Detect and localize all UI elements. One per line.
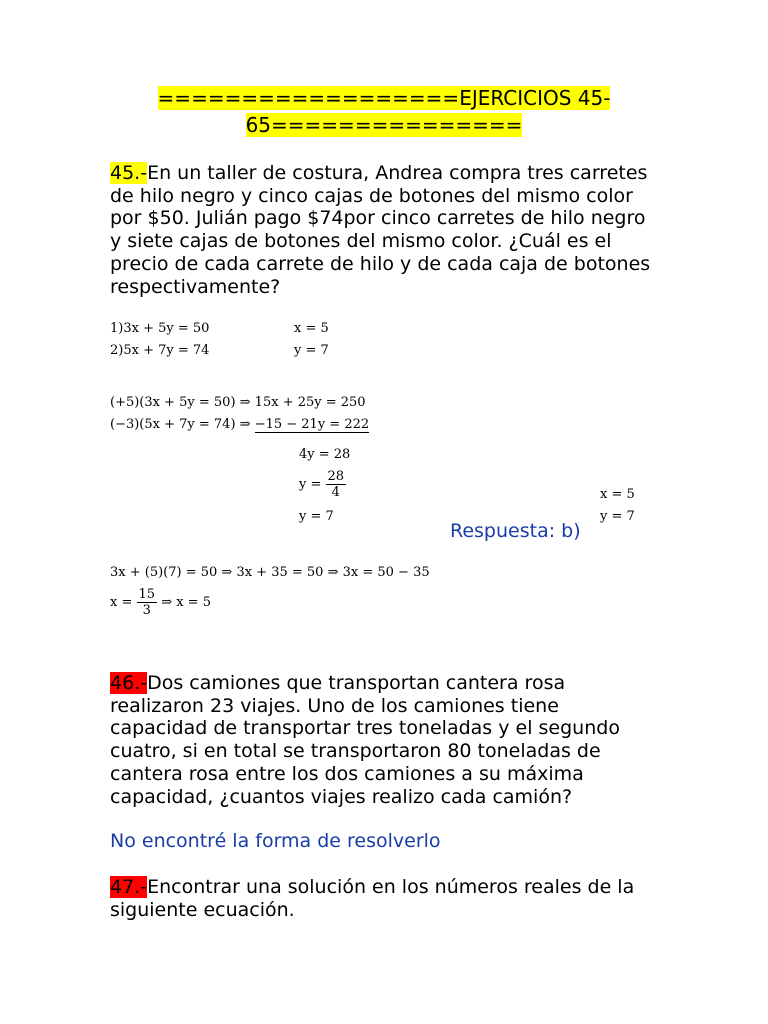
elimination-step-5: y = 7: [299, 509, 334, 524]
substitution-step-1: 3x + (5)(7) = 50 ⇒ 3x + 35 = 50 ⇒ 3x = 50 − 35: [110, 565, 430, 580]
fraction-15-over-3: [137, 587, 158, 618]
exercise-47-number: 47.-: [110, 876, 148, 898]
answer-label: Respuesta: b): [450, 520, 581, 542]
fraction-numerator: 15: [138, 587, 156, 602]
solution-y: y = 7: [294, 343, 329, 358]
sub-2-rhs: ⇒ x = 5: [161, 595, 211, 610]
exercise-47-statement: [110, 876, 658, 921]
exercise-45-number: 45.-: [110, 162, 148, 184]
elimination-step-2-right: −15 − 21y = 222: [254, 417, 370, 432]
exercise-46-text: Dos camiones que transportan cantera rosa realizaron 23 viajes. Uno de los camiones tiene capacidad de transportar tres toneladas y el segundo cuatro, si en total se transportaron 80 toneladas de cantera rosa entre los dos camiones a su máxima capacidad, ¿cuantos viajes realizo cada camión?: [110, 672, 620, 808]
fraction-28-over-4: [326, 469, 347, 500]
step-4-lhs: y =: [299, 477, 322, 492]
result-x: x = 5: [600, 487, 635, 502]
equation-1: 1)3x + 5y = 50: [110, 321, 210, 336]
elimination-step-2-left: (−3)(5x + 7y = 74) ⇒: [110, 417, 255, 432]
elimination-step-2: [110, 417, 369, 433]
substitution-step-2: [110, 587, 211, 618]
exercise-47-text: Encontrar una solución en los números reales de la siguiente ecuación.: [110, 876, 635, 921]
elimination-step-4: [299, 469, 346, 500]
exercise-45-text: En un taller de costura, Andrea compra tres carretes de hilo negro y cinco cajas de botones del mismo color por $50. Julián pago $74por cinco carretes de hilo negro y siete cajas de botones del mismo color. ¿Cuál es el precio de cada carrete de hilo y de cada caja de botones respectivamente?: [110, 162, 651, 298]
result-y: y = 7: [600, 509, 635, 524]
exercise-45-statement: [110, 162, 658, 298]
fraction-denominator: 4: [331, 485, 340, 500]
elimination-step-1: (+5)(3x + 5y = 50) ⇒ 15x + 25y = 250: [110, 395, 366, 410]
title-line-1: ==================EJERCICIOS 45-: [157, 86, 611, 110]
elimination-step-3: 4y = 28: [299, 447, 351, 462]
fraction-denominator: 3: [142, 603, 151, 618]
title-line-2: 65===============: [245, 113, 523, 137]
fraction-numerator: 28: [327, 469, 345, 484]
exercise-46-note: No encontré la forma de resolverlo: [110, 830, 441, 852]
page-title: [0, 85, 768, 139]
exercise-46-number: 46.-: [110, 672, 148, 694]
equation-2: 2)5x + 7y = 74: [110, 343, 210, 358]
exercise-46-statement: [110, 672, 658, 808]
solution-x: x = 5: [294, 321, 329, 336]
sub-2-lhs: x =: [110, 595, 133, 610]
